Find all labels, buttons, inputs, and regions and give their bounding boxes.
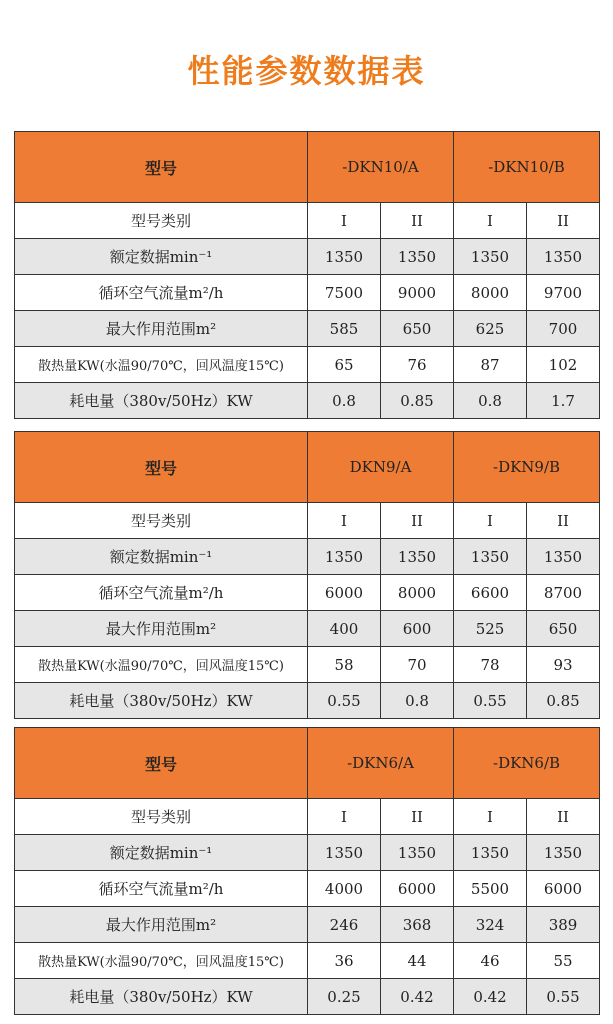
cell-value: 0.8 <box>381 683 454 719</box>
cell-value: II <box>527 503 600 539</box>
cell-value: 8700 <box>527 575 600 611</box>
row-label: 最大作用范围m² <box>15 907 308 943</box>
table-row <box>15 835 600 871</box>
table-row <box>15 943 600 979</box>
cell-value: I <box>454 503 527 539</box>
cell-value: 78 <box>454 647 527 683</box>
cell-value: 246 <box>308 907 381 943</box>
cell-value: 0.55 <box>308 683 381 719</box>
row-label: 最大作用范围m² <box>15 611 308 647</box>
table-row <box>15 239 600 275</box>
row-label: 循环空气流量m²/h <box>15 871 308 907</box>
cell-value: 1350 <box>381 239 454 275</box>
cell-value: 8000 <box>381 575 454 611</box>
model-header: 型号 <box>15 432 308 503</box>
cell-value: 1350 <box>454 239 527 275</box>
cell-value: 400 <box>308 611 381 647</box>
cell-value: 102 <box>527 347 600 383</box>
table-header-row <box>15 132 600 203</box>
cell-value: 76 <box>381 347 454 383</box>
cell-value: 1350 <box>527 539 600 575</box>
cell-value: I <box>308 203 381 239</box>
page-title: 性能参数数据表 <box>187 52 426 90</box>
table-row <box>15 611 600 647</box>
cell-value: 324 <box>454 907 527 943</box>
cell-value: 525 <box>454 611 527 647</box>
cell-value: 650 <box>381 311 454 347</box>
cell-value: 0.42 <box>454 979 527 1015</box>
cell-value: 36 <box>308 943 381 979</box>
cell-value: 389 <box>527 907 600 943</box>
cell-value: 46 <box>454 943 527 979</box>
row-label: 额定数据min⁻¹ <box>15 539 308 575</box>
cell-value: 368 <box>381 907 454 943</box>
cell-value: 70 <box>381 647 454 683</box>
cell-value: 600 <box>381 611 454 647</box>
cell-value: I <box>308 799 381 835</box>
table-row <box>15 799 600 835</box>
cell-value: 4000 <box>308 871 381 907</box>
cell-value: 700 <box>527 311 600 347</box>
cell-value: 1350 <box>454 539 527 575</box>
cell-value: 1350 <box>381 539 454 575</box>
cell-value: 1350 <box>308 239 381 275</box>
cell-value: 44 <box>381 943 454 979</box>
row-label: 散热量KW(水温90/70℃，回风温度15℃) <box>15 347 308 383</box>
table-row <box>15 311 600 347</box>
cell-value: 1350 <box>308 539 381 575</box>
row-label: 循环空气流量m²/h <box>15 275 308 311</box>
spec-table-dkn6 <box>14 727 600 1015</box>
cell-value: II <box>527 799 600 835</box>
table-header-row <box>15 432 600 503</box>
cell-value: 87 <box>454 347 527 383</box>
cell-value: 0.8 <box>308 383 381 419</box>
cell-value: 0.8 <box>454 383 527 419</box>
row-label: 最大作用范围m² <box>15 311 308 347</box>
cell-value: 6000 <box>527 871 600 907</box>
row-label: 耗电量（380v/50Hz）KW <box>15 383 308 419</box>
row-label: 型号类别 <box>15 203 308 239</box>
cell-value: 1.7 <box>527 383 600 419</box>
table-row <box>15 575 600 611</box>
row-label: 散热量KW(水温90/70℃，回风温度15℃) <box>15 647 308 683</box>
cell-value: 0.25 <box>308 979 381 1015</box>
cell-value: 650 <box>527 611 600 647</box>
row-label: 耗电量（380v/50Hz）KW <box>15 979 308 1015</box>
cell-value: II <box>527 203 600 239</box>
model-name: -DKN6/B <box>454 728 600 799</box>
model-header: 型号 <box>15 132 308 203</box>
cell-value: II <box>381 799 454 835</box>
cell-value: II <box>381 503 454 539</box>
row-label: 耗电量（380v/50Hz）KW <box>15 683 308 719</box>
model-name: -DKN6/A <box>308 728 454 799</box>
cell-value: I <box>308 503 381 539</box>
table-row <box>15 647 600 683</box>
table-row <box>15 275 600 311</box>
row-label: 循环空气流量m²/h <box>15 575 308 611</box>
cell-value: I <box>454 203 527 239</box>
cell-value: 1350 <box>381 835 454 871</box>
cell-value: 0.42 <box>381 979 454 1015</box>
cell-value: 9700 <box>527 275 600 311</box>
table-row <box>15 383 600 419</box>
cell-value: 625 <box>454 311 527 347</box>
model-name: DKN9/A <box>308 432 454 503</box>
model-name: -DKN10/B <box>454 132 600 203</box>
cell-value: 7500 <box>308 275 381 311</box>
row-label: 型号类别 <box>15 799 308 835</box>
cell-value: 6000 <box>308 575 381 611</box>
cell-value: 6000 <box>381 871 454 907</box>
table-row <box>15 683 600 719</box>
table-row <box>15 347 600 383</box>
cell-value: 9000 <box>381 275 454 311</box>
cell-value: 1350 <box>454 835 527 871</box>
model-name: -DKN9/B <box>454 432 600 503</box>
table-row <box>15 539 600 575</box>
cell-value: 0.55 <box>527 979 600 1015</box>
row-label: 额定数据min⁻¹ <box>15 239 308 275</box>
row-label: 额定数据min⁻¹ <box>15 835 308 871</box>
table-row <box>15 203 600 239</box>
row-label: 散热量KW(水温90/70℃，回风温度15℃) <box>15 943 308 979</box>
cell-value: II <box>381 203 454 239</box>
cell-value: 585 <box>308 311 381 347</box>
cell-value: 1350 <box>527 239 600 275</box>
table-row <box>15 907 600 943</box>
cell-value: 93 <box>527 647 600 683</box>
cell-value: 1350 <box>527 835 600 871</box>
cell-value: 65 <box>308 347 381 383</box>
cell-value: 58 <box>308 647 381 683</box>
cell-value: 0.55 <box>454 683 527 719</box>
row-label: 型号类别 <box>15 503 308 539</box>
cell-value: 1350 <box>308 835 381 871</box>
spec-table-dkn10 <box>14 131 600 419</box>
spec-table-dkn9 <box>14 431 600 719</box>
cell-value: 55 <box>527 943 600 979</box>
cell-value: 8000 <box>454 275 527 311</box>
cell-value: I <box>454 799 527 835</box>
cell-value: 6600 <box>454 575 527 611</box>
cell-value: 0.85 <box>381 383 454 419</box>
table-header-row <box>15 728 600 799</box>
table-row <box>15 979 600 1015</box>
table-row <box>15 503 600 539</box>
cell-value: 5500 <box>454 871 527 907</box>
model-name: -DKN10/A <box>308 132 454 203</box>
model-header: 型号 <box>15 728 308 799</box>
cell-value: 0.85 <box>527 683 600 719</box>
table-row <box>15 871 600 907</box>
